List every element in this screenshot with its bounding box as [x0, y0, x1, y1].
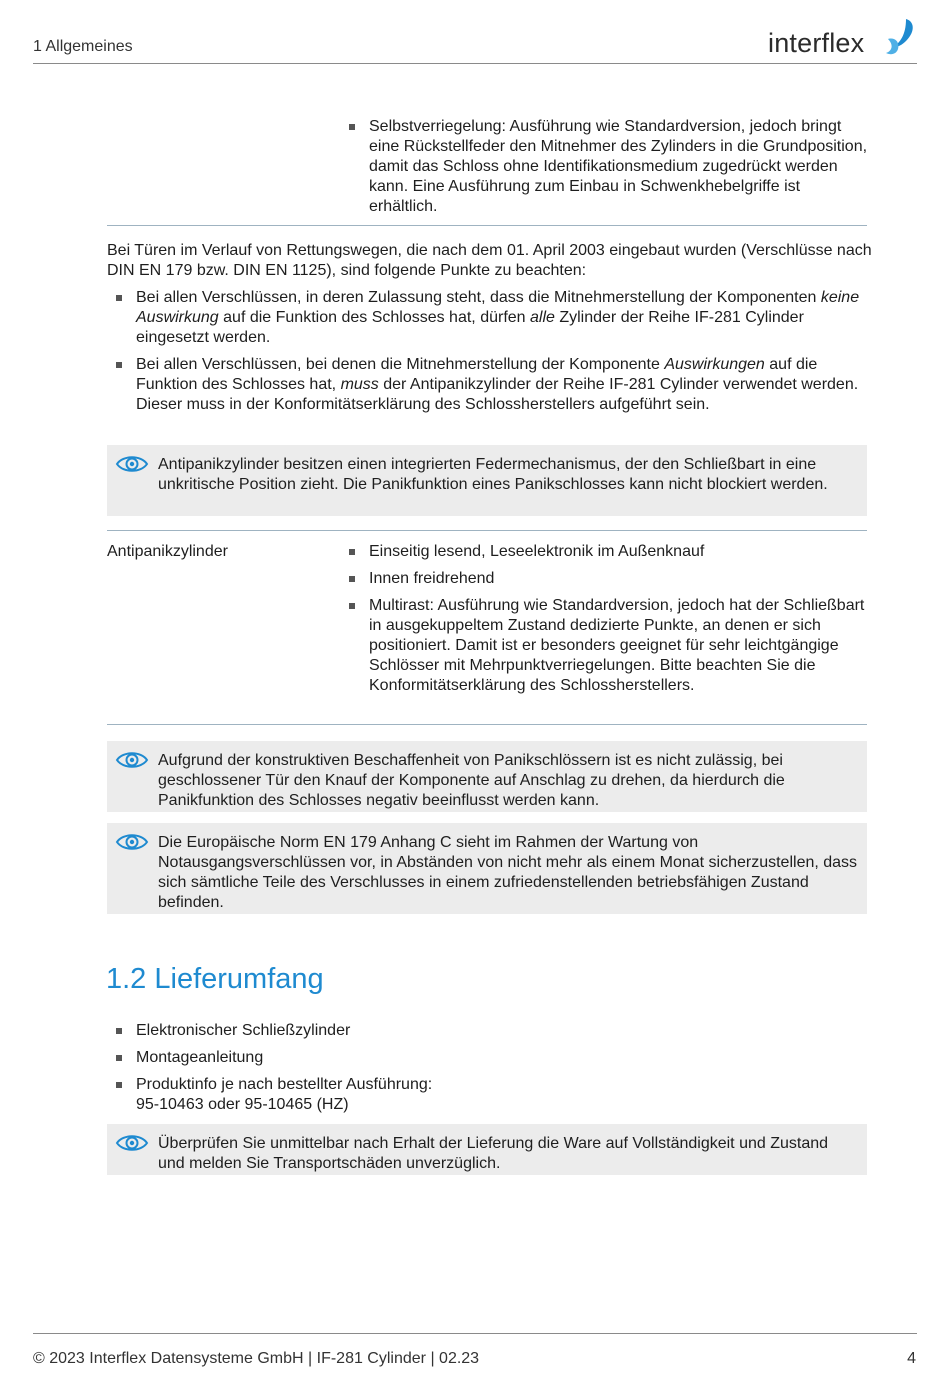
list-item-text: Innen freidrehend — [369, 570, 495, 587]
bullet-icon — [349, 549, 355, 555]
list-item — [340, 569, 870, 589]
bullet-icon — [116, 1082, 122, 1088]
list-item-text: Einseitig lesend, Leseelektronik im Außenknauf — [369, 543, 705, 560]
list-item — [340, 542, 870, 562]
note-text: Die Europäische Norm EN 179 Anhang C sieht im Rahmen der Wartung von Notausgangsverschlüssen vor, in Abständen von nicht mehr als einem Monat sicherzustellen, dass sich sämtliche Teile des Verschlusses in einem zufriedenstellenden betriebsfähigen Zustand befinden. — [158, 834, 858, 911]
list-item — [340, 117, 870, 217]
table-divider — [107, 225, 867, 226]
escape-routes-section — [107, 241, 872, 422]
bullet-icon — [116, 295, 122, 301]
page-number: 4 — [907, 1350, 916, 1367]
list-item — [107, 355, 872, 415]
text-span: der Antipanikzylinder der Reihe IF-281 Cylinder verwendet werden. Dieser muss in der Konformitätserklärung des Schlossherstellers aufgeführt sein. — [136, 376, 859, 413]
note-box — [107, 1124, 867, 1175]
bullet-icon — [349, 124, 355, 130]
bullet-icon — [116, 362, 122, 368]
list-item — [107, 288, 872, 348]
list-item-text-line2: 95-10463 oder 95-10465 (HZ) — [136, 1096, 349, 1113]
header-divider — [33, 63, 917, 64]
butterfly-logo-icon — [884, 17, 918, 57]
footer-text: © 2023 Interflex Datensysteme GmbH | IF-281 Cylinder | 02.23 — [33, 1350, 480, 1367]
list-item — [340, 596, 870, 696]
eye-icon — [115, 831, 149, 853]
bullet-icon — [116, 1055, 122, 1061]
emphasis-text: muss — [340, 376, 379, 393]
list-item-text: Montageanleitung — [136, 1049, 264, 1066]
note-box — [107, 445, 867, 516]
scope-list — [107, 1021, 867, 1122]
text-span: Bei allen Verschlüssen, in deren Zulassung steht, dass die Mitnehmerstellung der Komponenten — [136, 289, 821, 306]
footer-divider — [33, 1333, 917, 1334]
eye-icon — [115, 749, 149, 771]
note-box — [107, 823, 867, 914]
eye-icon — [115, 453, 149, 475]
interflex-logo — [768, 17, 918, 59]
section-heading: 1.2 Lieferumfang — [106, 963, 324, 995]
note-text: Aufgrund der konstruktiven Beschaffenheit von Panikschlössern ist es nicht zulässig, bei geschlossener Tür den Knauf der Komponente auf Anschlag zu drehen, da hierdurch die Panikfunktion des Schlosses negativ beeinflusst werden kann. — [158, 752, 785, 809]
self-lock-block — [340, 117, 870, 224]
table-divider — [107, 530, 867, 531]
antipanic-label: Antipanikzylinder — [107, 543, 228, 560]
list-item-text: Selbstverriegelung: Ausführung wie Standardversion, jedoch bringt eine Rückstellfeder den Mitnehmer des Zylinders in die Grundposition, damit das Schloss ohne Identifikationsmedium zugedrückt werden kann. Eine Ausführung zum Einbau in Schwenkhebelgriffe ist erhältlich. — [369, 118, 868, 215]
note-box — [107, 741, 867, 812]
header-section-title: 1 Allgemeines — [33, 38, 133, 55]
list-item — [107, 1021, 867, 1041]
emphasis-text: keine Auswirkung — [136, 289, 860, 326]
list-item-text: Produktinfo je nach bestellter Ausführung: — [136, 1076, 433, 1093]
bullet-icon — [116, 1028, 122, 1034]
text-span: Zylinder der Reihe IF-281 Cylinder eingesetzt werden. — [136, 309, 804, 346]
antipanic-list — [340, 542, 870, 703]
list-item — [107, 1075, 867, 1115]
note-text: Überprüfen Sie unmittelbar nach Erhalt der Lieferung die Ware auf Vollständigkeit und Zustand und melden Sie Transportschäden unverzüglich. — [158, 1135, 829, 1172]
bullet-icon — [349, 576, 355, 582]
escape-routes-intro: Bei Türen im Verlauf von Rettungswegen, die nach dem 01. April 2003 eingebaut wurden (Verschlüsse nach DIN EN 179 bzw. DIN EN 1125), sind folgende Punkte zu beachten: — [107, 242, 872, 279]
list-item-text: Elektronischer Schließzylinder — [136, 1022, 351, 1039]
logo-text: interflex — [768, 28, 865, 58]
text-span: Bei allen Verschlüssen, bei denen die Mitnehmerstellung der Komponente — [136, 356, 665, 373]
table-divider — [107, 724, 867, 725]
list-item-text: Multirast: Ausführung wie Standardversion, jedoch hat der Schließbart in ausgekuppeltem Zustand dedizierte Punkte, an denen er sich positioniert. Damit ist er besonders geeignet für sehr leichtgängige Schlösser mit Mehrpunktverriegelungen. Bitte beachten Sie die Konformitätserklärung des Schlossherstellers. — [369, 597, 865, 694]
list-item — [107, 1048, 867, 1068]
text-span: auf die Funktion des Schlosses hat, dürfen — [218, 309, 530, 326]
emphasis-text: Auswirkungen — [664, 356, 765, 373]
text-span: auf die Funktion des Schlosses hat, — [136, 356, 818, 393]
bullet-icon — [349, 603, 355, 609]
note-text: Antipanikzylinder besitzen einen integrierten Federmechanismus, der den Schließbart in eine unkritische Position zieht. Die Panikfunktion eines Panikschlosses kann nicht blockiert werden. — [158, 456, 828, 493]
emphasis-text: alle — [530, 309, 555, 326]
eye-icon — [115, 1132, 149, 1154]
